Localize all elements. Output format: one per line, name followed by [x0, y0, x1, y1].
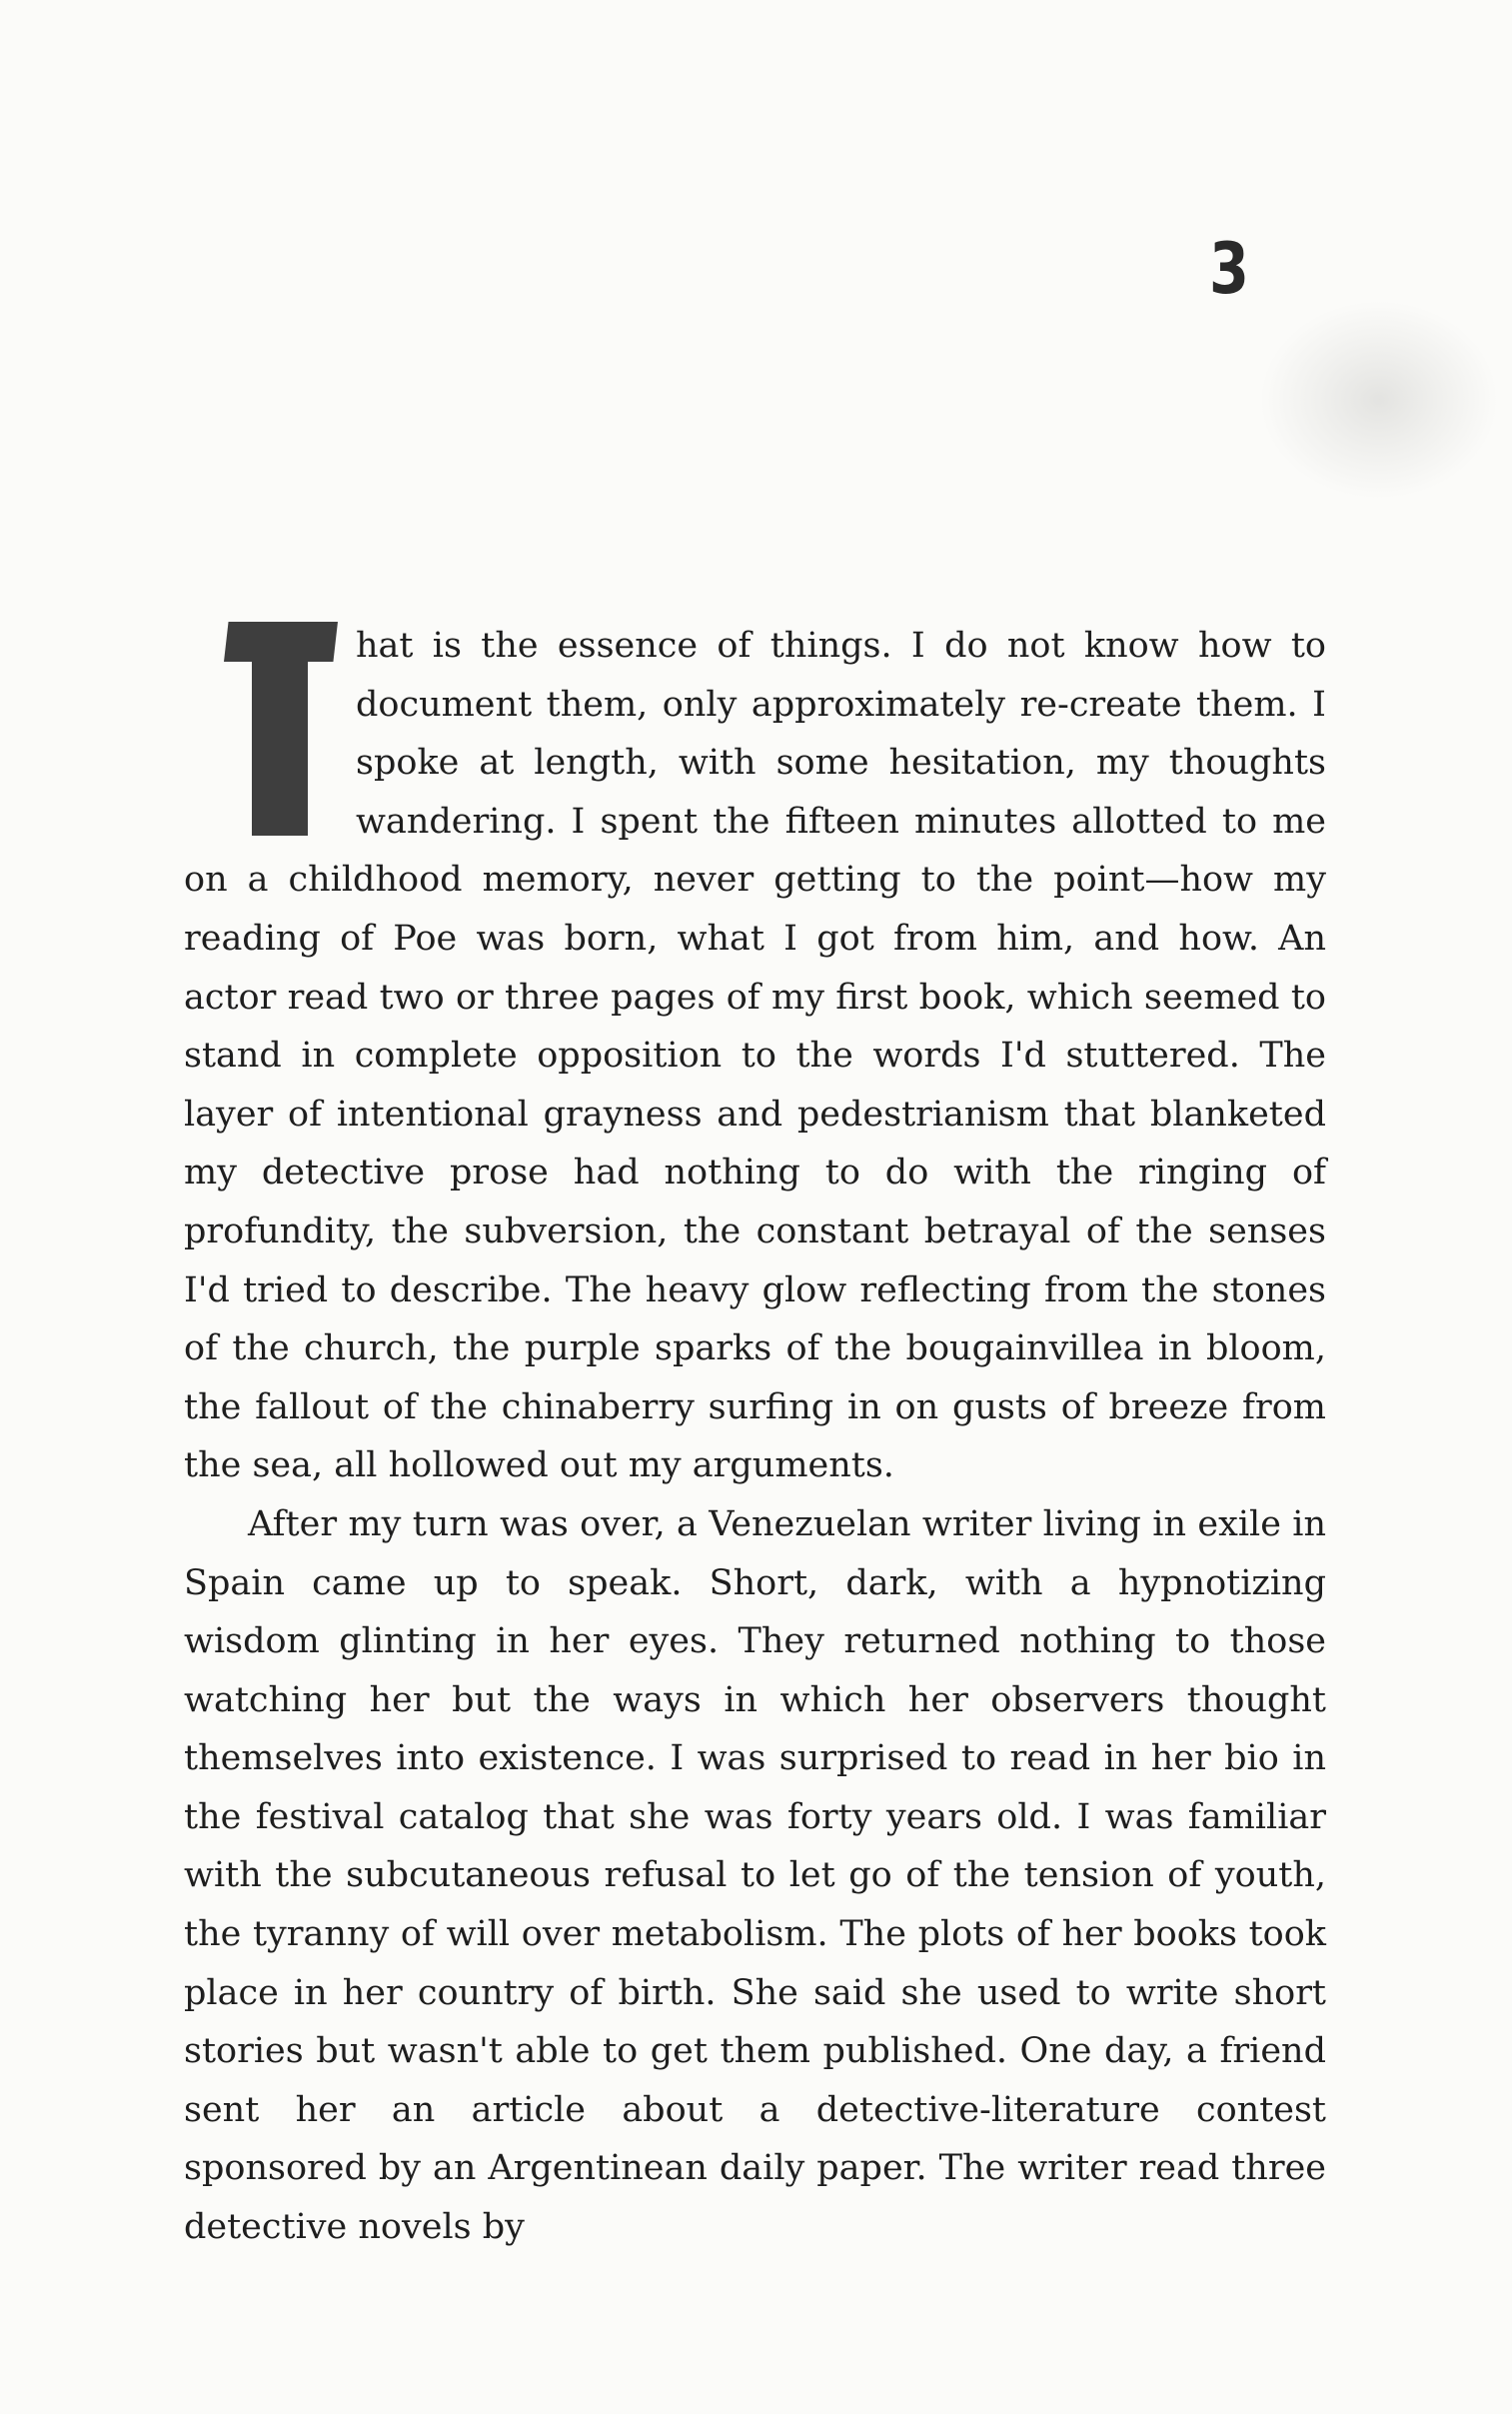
paragraph-1: hat is the essence of things. I do not know how to document them, only approximately re-create them. I spoke at length, with some hesitation, my thoughts wandering. I spent the fifteen minutes allotted to me on a childhood memory, never getting to the point—how my reading of Poe was born, what I got from him, and how. An actor read two or three pages of my first book, which seemed to stand in complete opposition to the words I'd stuttered. The layer of intentional grayness and pedestrianism that blanketed my detective prose had nothing to do with the ringing of profundity, the subversion, the constant betrayal of the senses I'd tried to describe. The heavy glow reflecting from the stones of the church, the purple sparks of the bougainvillea in bloom, the fallout of the chinaberry surfing in on gusts of breeze from the sea, all hollowed out my arguments. [184, 626, 1326, 1486]
body-text [184, 617, 1326, 2257]
paragraph-2: After my turn was over, a Venezuelan writer living in exile in Spain came up to speak. Short, dark, with a hypnotizing wisdom glinting in her eyes. They returned nothing to those watching her but the ways in which her observers thought themselves into existence. I was surprised to read in her bio in the festival catalog that she was forty years old. I was familiar with the subcutaneous refusal to let go of the tension of youth, the tyranny of will over metabolism. The plots of her books took place in her country of birth. She said she used to write short stories but wasn't able to get them published. One day, a friend sent her an article about a detective-literature contest sponsored by an Argentinean daily paper. The writer read three detective novels by [184, 1503, 1326, 2248]
print-speckle [1259, 300, 1499, 500]
chapter-number: 3 [1209, 228, 1249, 310]
